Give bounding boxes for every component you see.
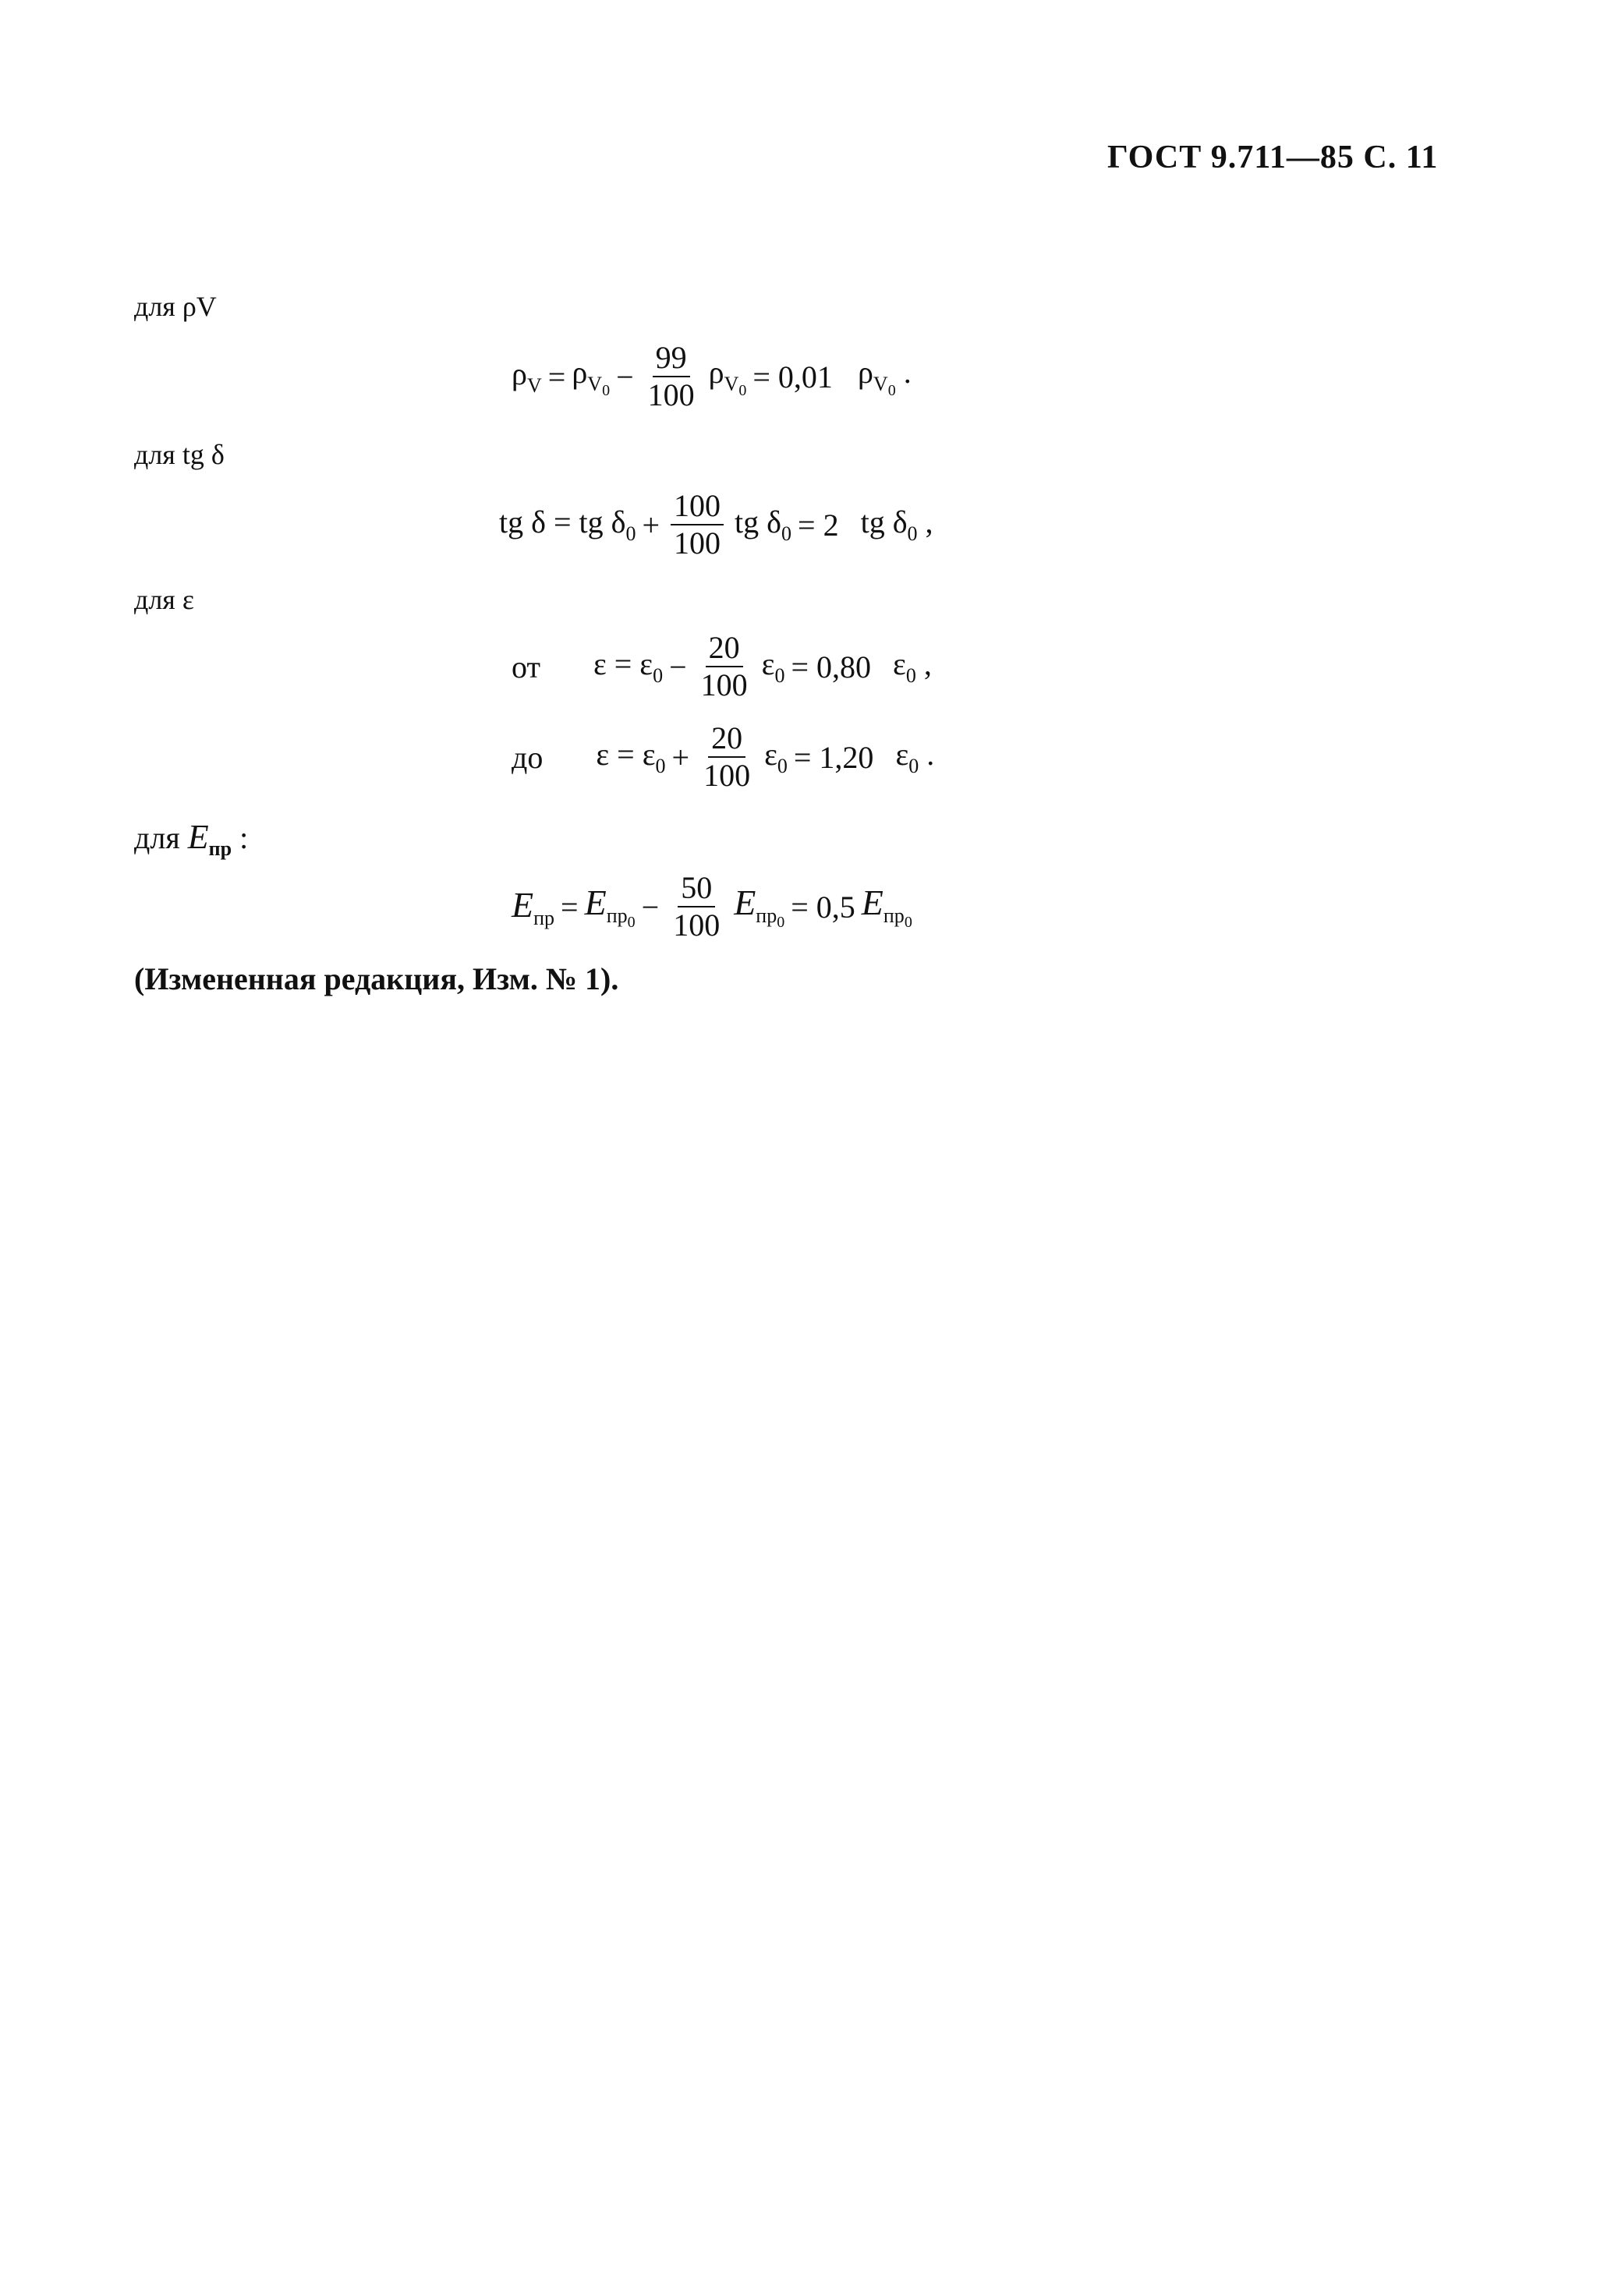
eq-word: до — [512, 739, 544, 775]
eq-sign: = — [561, 889, 579, 925]
fraction-denominator: 100 — [674, 525, 721, 561]
label-tg-delta — [134, 438, 225, 471]
fraction-numerator: 100 — [671, 490, 724, 525]
equation-epsilon-to — [508, 722, 937, 792]
fraction-denominator: 100 — [647, 377, 695, 412]
eq-term: $\rho_V$ — [512, 356, 542, 397]
label-e-pr-symbol: E — [187, 818, 209, 856]
eq-operator: − — [616, 359, 634, 394]
eq-value: = 0,5 — [791, 889, 855, 925]
page-header: ГОСТ 9.711—85 С. 11 — [1107, 140, 1439, 175]
eq-operator: + — [671, 739, 690, 775]
label-e-pr — [134, 817, 248, 861]
fraction-denominator: 100 — [673, 907, 721, 943]
label-tg-delta-text: для tg δ — [134, 439, 225, 470]
eq-term: $E_{пр_0}$ — [584, 883, 636, 931]
eq-term: $\rho_{V_0}$ — [708, 354, 747, 399]
eq-term: tg $\delta_0$ — [735, 504, 792, 545]
eq-term: $\varepsilon_0$ , — [893, 646, 932, 687]
eq-value: = 1,20 — [793, 739, 874, 775]
eq-term: $\varepsilon = \varepsilon_0$ — [596, 737, 666, 777]
eq-term: $E_{пр_0}$ — [861, 883, 912, 931]
eq-term: $\rho_{V_0}$ . — [857, 354, 912, 399]
fraction-numerator: 20 — [708, 722, 745, 758]
eq-sign: = — [547, 359, 566, 394]
fraction-numerator: 99 — [653, 341, 690, 377]
eq-term: $\rho_{V_0}$ — [572, 354, 611, 399]
equation-e-pr — [508, 872, 915, 942]
fraction-numerator: 50 — [678, 872, 715, 907]
equation-tg-delta — [496, 490, 937, 560]
eq-term: $E_{пр_0}$ — [734, 883, 785, 931]
eq-operator: + — [642, 507, 660, 543]
label-rho-v-text: для ρV — [134, 291, 217, 322]
eq-value: = 2 — [798, 507, 839, 543]
equation-epsilon-from — [508, 631, 935, 702]
eq-value: = 0,80 — [791, 649, 872, 685]
fraction-numerator: 20 — [706, 631, 743, 667]
fraction-denominator: 100 — [703, 758, 751, 793]
eq-value: = 0,01 — [752, 359, 833, 394]
fraction-denominator: 100 — [700, 667, 748, 702]
eq-term: tg $\delta_0$ , — [860, 504, 933, 545]
fraction — [670, 872, 723, 942]
eq-term: tg δ = tg $\delta_0$ — [499, 504, 636, 545]
amendment-note: (Измененная редакция, Изм. № 1). — [134, 961, 619, 996]
eq-operator: − — [641, 889, 660, 925]
eq-term: $\varepsilon_0$ — [761, 646, 785, 687]
fraction — [700, 722, 753, 792]
fraction — [671, 490, 724, 560]
fraction — [645, 341, 698, 412]
eq-operator: − — [669, 649, 687, 685]
fraction — [698, 631, 751, 702]
label-epsilon-text: для ε — [134, 584, 194, 615]
eq-term: $E_{пр}$ — [512, 884, 555, 929]
eq-word: от — [512, 649, 540, 685]
label-e-pr-subscript: пр — [208, 837, 232, 860]
label-rho-v — [134, 290, 217, 323]
eq-term: $\varepsilon_0$ — [764, 737, 788, 777]
equation-rho-v — [508, 341, 915, 412]
label-epsilon — [134, 583, 194, 616]
label-e-pr-suffix: : — [232, 820, 249, 855]
eq-term: $\varepsilon_0$ . — [895, 737, 935, 777]
label-e-pr-prefix: для — [134, 820, 188, 855]
eq-term: $\varepsilon = \varepsilon_0$ — [593, 646, 664, 687]
